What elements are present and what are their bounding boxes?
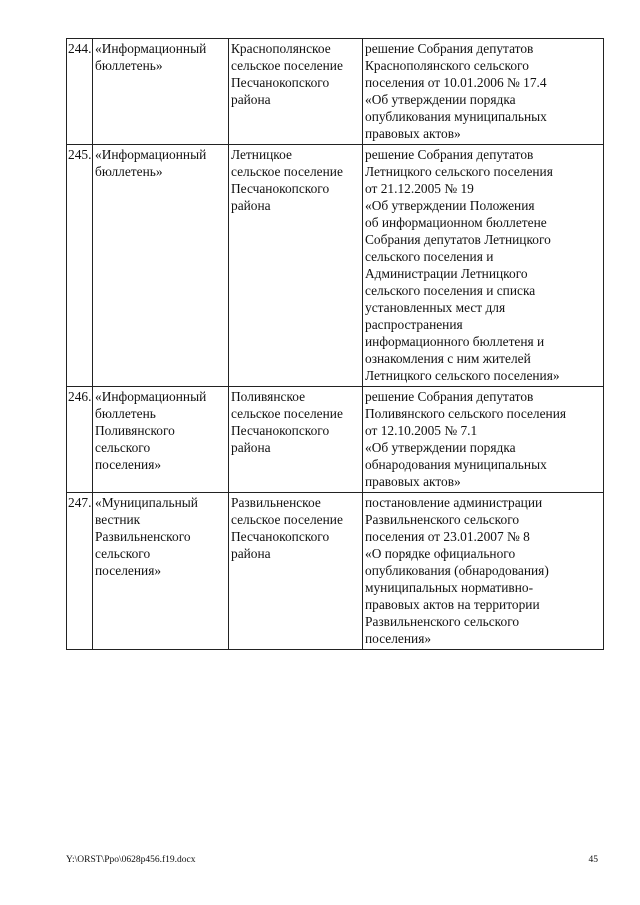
- legal-act-line: Летницкого сельского поселения: [365, 164, 553, 179]
- legal-act-line: Собрания депутатов Летницкого: [365, 232, 551, 247]
- legal-act-line: от 12.10.2005 № 7.1: [365, 423, 478, 438]
- legal-act-line: Краснополянского сельского: [365, 58, 529, 73]
- legal-act-line: ознакомления с ним жителей: [365, 351, 531, 366]
- settlement-line: сельское поселение: [231, 406, 343, 421]
- row-number-cell: 246.: [67, 387, 93, 493]
- publication-name-cell: [93, 387, 229, 493]
- legal-act-line: муниципальных нормативно-: [365, 580, 534, 595]
- publication-name-line: Развильненского: [95, 529, 191, 544]
- legal-act-line: решение Собрания депутатов: [365, 41, 534, 56]
- table-row: [67, 39, 604, 145]
- legal-act-line: поселения от 23.01.2007 № 8: [365, 529, 530, 544]
- legal-act-line: Поливянского сельского поселения: [365, 406, 567, 421]
- legal-act-cell: [363, 493, 604, 650]
- table-row: [67, 145, 604, 387]
- settlement-line: Песчанокопского: [231, 75, 330, 90]
- legal-act-line: Развильненского сельского: [365, 512, 520, 527]
- registry-table-body: [67, 39, 604, 650]
- settlement-line: района: [231, 198, 271, 213]
- publication-name-line: поселения»: [95, 457, 162, 472]
- settlement-cell: [229, 493, 363, 650]
- footer-page-number: 45: [588, 855, 598, 865]
- legal-act-line: правовых актов на территории: [365, 597, 540, 612]
- legal-act-line: сельского поселения и: [365, 249, 494, 264]
- publication-name-line: бюллетень»: [95, 58, 163, 73]
- publication-name-line: сельского: [95, 546, 151, 561]
- settlement-line: сельское поселение: [231, 512, 343, 527]
- settlement-line: района: [231, 440, 271, 455]
- row-number-cell: 245.: [67, 145, 93, 387]
- table-row: [67, 387, 604, 493]
- legal-act-cell: [363, 39, 604, 145]
- legal-act-line: «Об утверждении порядка: [365, 440, 516, 455]
- legal-act-line: распространения: [365, 317, 463, 332]
- legal-act-cell: [363, 145, 604, 387]
- publication-name-line: «Муниципальный: [95, 495, 198, 510]
- legal-act-line: Летницкого сельского поселения»: [365, 368, 560, 383]
- publication-name-cell: [93, 39, 229, 145]
- publication-name-line: «Информационный: [95, 389, 207, 404]
- legal-act-line: правовых актов»: [365, 474, 461, 489]
- legal-act-line: опубликования (обнародования): [365, 563, 549, 578]
- legal-act-line: «О порядке официального: [365, 546, 516, 561]
- legal-act-line: правовых актов»: [365, 126, 461, 141]
- settlement-line: района: [231, 92, 271, 107]
- publication-name-cell: [93, 145, 229, 387]
- legal-act-line: об информационном бюллетене: [365, 215, 547, 230]
- registry-table: [66, 38, 604, 650]
- settlement-cell: [229, 39, 363, 145]
- settlement-line: Развильненское: [231, 495, 321, 510]
- settlement-line: Песчанокопского: [231, 423, 330, 438]
- legal-act-line: установленных мест для: [365, 300, 506, 315]
- publication-name-line: бюллетень»: [95, 164, 163, 179]
- settlement-line: сельское поселение: [231, 164, 343, 179]
- settlement-line: Поливянское: [231, 389, 306, 404]
- settlement-line: Летницкое: [231, 147, 292, 162]
- legal-act-line: Администрации Летницкого: [365, 266, 528, 281]
- legal-act-line: Развильненского сельского: [365, 614, 520, 629]
- publication-name-line: вестник: [95, 512, 141, 527]
- row-number-cell: 244.: [67, 39, 93, 145]
- settlement-line: Песчанокопского: [231, 529, 330, 544]
- publication-name-cell: [93, 493, 229, 650]
- settlement-line: Песчанокопского: [231, 181, 330, 196]
- settlement-line: района: [231, 546, 271, 561]
- settlement-cell: [229, 145, 363, 387]
- legal-act-line: опубликования муниципальных: [365, 109, 547, 124]
- legal-act-line: постановление администрации: [365, 495, 543, 510]
- publication-name-line: «Информационный: [95, 41, 207, 56]
- legal-act-line: «Об утверждении порядка: [365, 92, 516, 107]
- publication-name-line: бюллетень: [95, 406, 156, 421]
- legal-act-line: решение Собрания депутатов: [365, 389, 534, 404]
- legal-act-line: сельского поселения и списка: [365, 283, 536, 298]
- settlement-line: Краснополянское: [231, 41, 331, 56]
- legal-act-line: поселения от 10.01.2006 № 17.4: [365, 75, 547, 90]
- legal-act-cell: [363, 387, 604, 493]
- publication-name-line: поселения»: [95, 563, 162, 578]
- legal-act-line: обнародования муниципальных: [365, 457, 547, 472]
- legal-act-line: информационного бюллетеня и: [365, 334, 545, 349]
- publication-name-line: Поливянского: [95, 423, 175, 438]
- settlement-line: сельское поселение: [231, 58, 343, 73]
- publication-name-line: «Информационный: [95, 147, 207, 162]
- footer-file-path: Y:\ORST\Ppo\0628p456.f19.docx: [66, 855, 196, 865]
- row-number-cell: 247.: [67, 493, 93, 650]
- legal-act-line: «Об утверждении Положения: [365, 198, 535, 213]
- publication-name-line: сельского: [95, 440, 151, 455]
- legal-act-line: поселения»: [365, 631, 432, 646]
- table-row: [67, 493, 604, 650]
- legal-act-line: от 21.12.2005 № 19: [365, 181, 474, 196]
- settlement-cell: [229, 387, 363, 493]
- legal-act-line: решение Собрания депутатов: [365, 147, 534, 162]
